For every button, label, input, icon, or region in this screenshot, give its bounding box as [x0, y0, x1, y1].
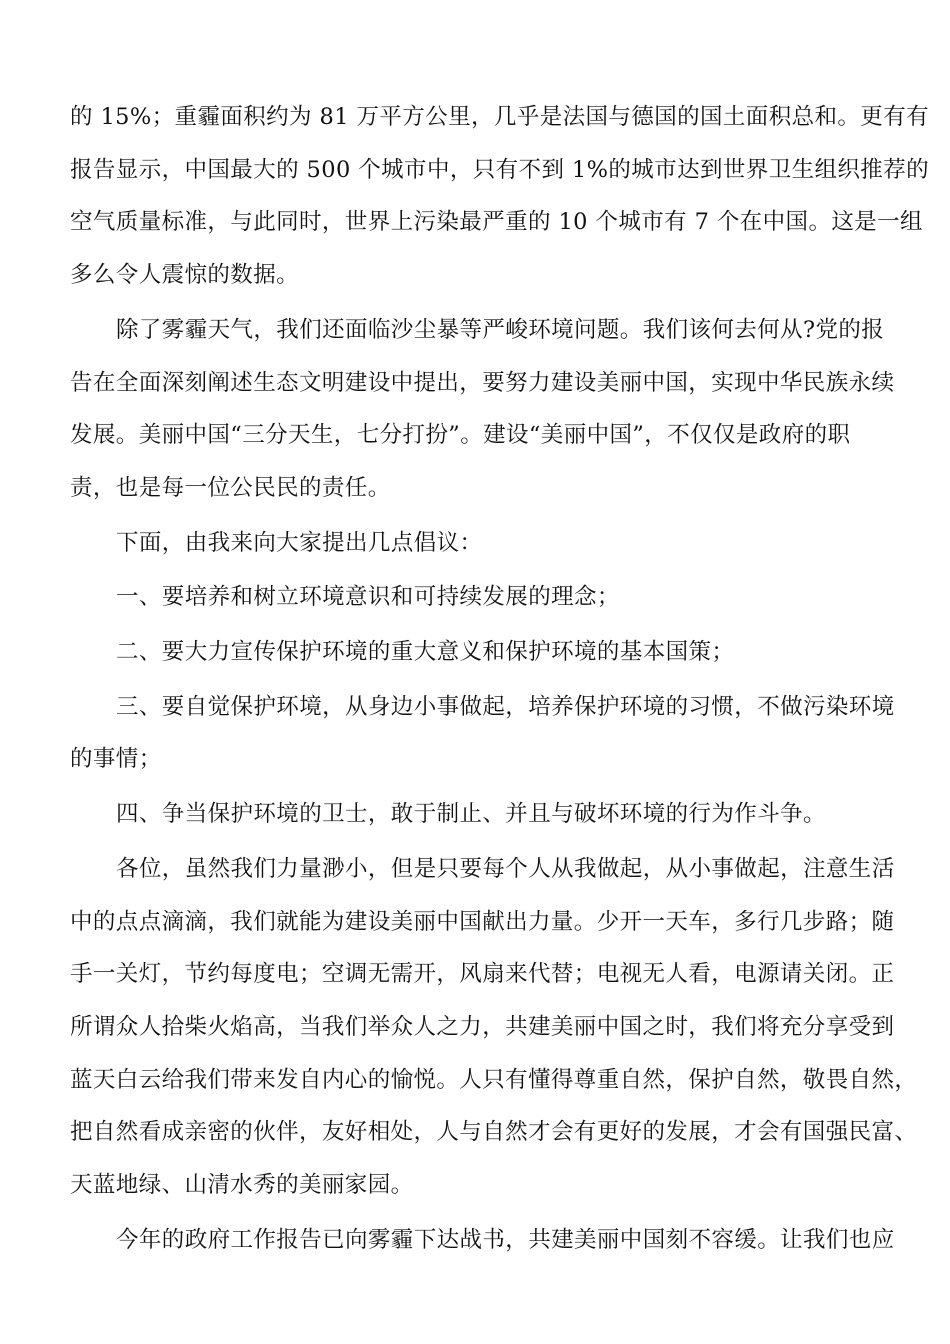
paragraph-proposal-1 [70, 571, 882, 624]
text-line: 空气质量标准，与此同时，世界上污染最严重的 10 个城市有 7 个在中国。这是一组 [70, 209, 923, 236]
paragraph-call-to-action [70, 843, 918, 1212]
text-line: 手一关灯，节约每度电；空调无需开，风扇来代替；电视无人看，电源请关闭。正 [70, 961, 895, 988]
text-line: 的 15%；重霾面积约为 81 万平方公里，几乎是法国与德国的国土面积总和。更有有 [70, 104, 929, 130]
paragraph-government-report [70, 1214, 895, 1267]
text-line: 所谓众人拾柴火焰高，当我们举众人之力，共建美丽中国之时，我们将充分享受到 [70, 1013, 895, 1040]
text-line: 今年的政府工作报告已向雾霾下达战书，共建美丽中国刻不容缓。让我们也应 [116, 1226, 895, 1253]
document-page [70, 91, 929, 1266]
text-line: 除了雾霾天气，我们还面临沙尘暴等严峻环境问题。我们该何去何从?党的报 [116, 316, 885, 343]
text-line: 各位，虽然我们力量渺小，但是只要每个人从我做起，从小事做起，注意生活 [116, 855, 895, 882]
text-line: 告在全面深刻阐述生态文明建设中提出，要努力建设美丽中国，实现中华民族永续 [70, 369, 895, 396]
text-line: 三、要自觉保护环境，从身边小事做起，培养保护环境的习惯，不做污染环境 [116, 693, 895, 720]
text-line: 报告显示，中国最大的 500 个城市中，只有不到 1%的城市达到世界卫生组织推荐的 [70, 156, 929, 183]
text-line: 中的点点滴滴，我们就能为建设美丽中国献出力量。少开一天车，多行几步路；随 [70, 908, 895, 935]
text-line: 责，也是每一位公民民的责任。 [70, 474, 391, 501]
paragraph-proposal-2 [70, 626, 882, 679]
text-line: 把自然看成亲密的伙伴，友好相处，人与自然才会有更好的发展，才会有国强民富、 [70, 1119, 918, 1146]
text-line: 四、争当保护环境的卫士，敢于制止、并且与破坏环境的行为作斗争。 [116, 801, 826, 828]
text-line: 多么令人震惊的数据。 [70, 262, 300, 289]
paragraph-proposal-4 [70, 788, 882, 841]
paragraph-proposal-intro [70, 517, 882, 570]
text-line: 一、要培养和树立环境意识和可持续发展的理念； [116, 584, 620, 611]
text-line: 天蓝地绿、山清水秀的美丽家园。 [70, 1172, 414, 1199]
paragraph-beautiful-china [70, 304, 895, 515]
paragraph-pollution-statistics [70, 91, 929, 302]
paragraph-proposal-3 [70, 681, 895, 786]
text-line: 二、要大力宣传保护环境的重大意义和保护环境的基本国策； [116, 639, 735, 666]
text-line: 的事情； [70, 746, 162, 773]
text-line: 下面，由我来向大家提出几点倡议： [116, 529, 483, 556]
text-line: 发展。美丽中国“三分天生，七分打扮”。建设“美丽中国”，不仅仅是政府的职 [70, 422, 851, 449]
text-line: 蓝天白云给我们带来发自内心的愉悦。人只有懂得尊重自然，保护自然，敬畏自然， [70, 1066, 918, 1093]
